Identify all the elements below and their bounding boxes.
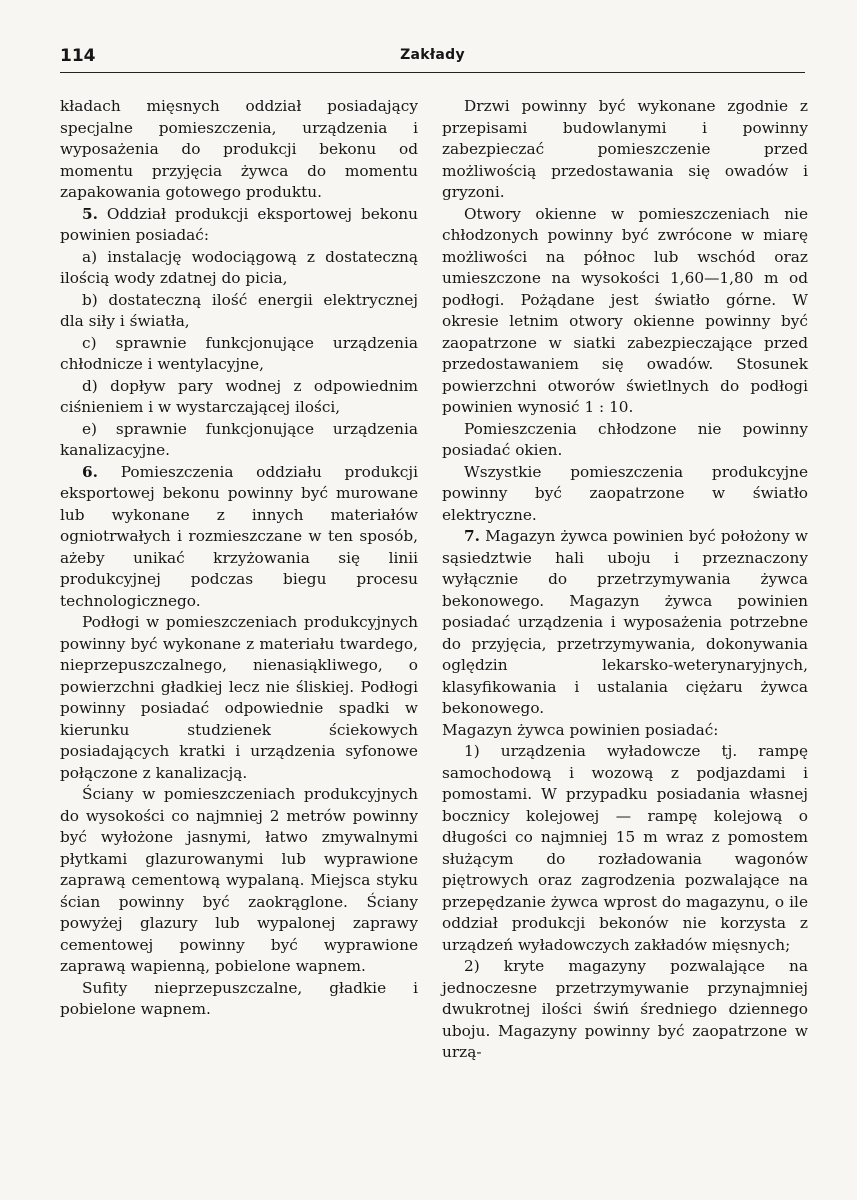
section-number: 5.	[82, 204, 98, 223]
paragraph: Drzwi powinny być wykonane zgodnie z przepisami budowlanymi i powinny zabezpieczać pomieszczenie przed możliwością przedostawania się owadów i gryzoni.	[442, 97, 808, 201]
paragraph: Magazyn żywca powinien posiadać:	[442, 720, 719, 739]
paragraph: Otwory okienne w pomieszczeniach nie chłodzonych powinny być zwrócone w miarę możliwości na północ lub wschód oraz umieszczone na wysokości 1,60—1,80 m od podłogi. Pożądane jest światło górne. W okresie letnim otwory okienne powinny być zaopatrzone w siatki zabezpieczające przed przedostawaniem się owadów. Stosunek powierzchni otworów świetlnych do podłogi powinien wynosić 1 : 10.	[442, 204, 808, 416]
paragraph-text: Oddział produkcji eksportowej bekonu powinien posiadać:	[60, 204, 418, 244]
list-item: 2) kryte magazyny pozwalające na jednoczesne przetrzymywanie przynajmniej dwukrotnej ilości świń średniego dziennego uboju. Magazyny powinny być zaopatrzone w urzą-	[442, 957, 808, 1061]
list-item: a) instalację wodociągową z dostateczną ilością wody zdatnej do picia,	[60, 247, 418, 287]
paragraph: Sufity nieprzepuszczalne, gładkie i pobielone wapnem.	[60, 978, 418, 1018]
paragraph-text: Magazyn żywca powinien być położony w sąsiedztwie hali uboju i przeznaczony wyłącznie do przetrzymywania żywca bekonowego. Magazyn żywca powinien posiadać urządzenia i wyposażenia potrzebne do przyjęcia, przetrzymywania, dokonywania oględzin lekarsko-weterynaryjnych, klasyfikowania i ustalania ciężaru żywca bekonowego.	[442, 527, 808, 717]
paragraph: Ściany w pomieszczeniach produkcyjnych do wysokości co najmniej 2 metrów powinny być wyłożone jasnymi, łatwo zmywalnymi płytkami glazurowanymi lub wyprawione zaprawą cementową wypalaną. Miejsca styku ścian powinny być zaokrąglone. Ściany powyżej glazury lub wypalonej zaprawy cementowej powinny być wyprawione zaprawą wapienną, pobielone wapnem.	[60, 785, 418, 975]
list-item: b) dostateczną ilość energii elektrycznej dla siły i światła,	[60, 290, 418, 330]
list-item: c) sprawnie funkcjonujące urządzenia chłodnicze i wentylacyjne,	[60, 333, 418, 373]
paragraph-text: Pomieszczenia oddziału produkcji eksportowej bekonu powinny być murowane lub wykonane z innych materiałów ogniotrwałych i rozmieszczane w ten sposób, ażeby unikać krzyżowania się linii produkcyjnej podczas biegu procesu technologicznego.	[60, 462, 418, 610]
paragraph: kładach mięsnych oddział posiadający specjalne pomieszczenia, urządzenia i wyposażenia do produkcji bekonu od momentu przyjęcia żywca do momentu zapakowania gotowego produktu.	[60, 97, 418, 201]
left-column	[60, 96, 418, 1021]
running-title: Zakłady	[400, 47, 465, 63]
page-number: 114	[60, 46, 96, 66]
list-item: d) dopływ pary wodnej z odpowiednim ciśnieniem i w wystarczającej ilości,	[60, 376, 418, 416]
page-header	[60, 44, 805, 73]
paragraph-5	[60, 204, 418, 247]
list-item: 1) urządzenia wyładowcze tj. rampę samochodową i wozową z podjazdami i pomostami. W przypadku posiadania własnej bocznicy kolejowej — rampę kolejową o długości co najmniej 15 m wraz z pomostem służącym do rozładowania wagonów piętrowych oraz zagrodzenia pozwalające na przepędzanie żywca wprost do magazynu, o ile oddział produkcji bekonów nie korzysta z urządzeń wyładowczych zakładów mięsnych;	[442, 742, 808, 954]
paragraph: Pomieszczenia chłodzone nie powinny posiadać okien.	[442, 419, 808, 459]
paragraph-7	[442, 526, 808, 720]
section-number: 7.	[464, 527, 480, 545]
paragraph: Wszystkie pomieszczenia produkcyjne powinny być zaopatrzone w światło elektryczne.	[442, 462, 808, 524]
list-item: e) sprawnie funkcjonujące urządzenia kanalizacyjne.	[60, 419, 418, 459]
right-column	[442, 96, 808, 1064]
paragraph: Podłogi w pomieszczeniach produkcyjnych powinny być wykonane z materiału twardego, nieprzepuszczalnego, nienasiąkliwego, o powierzchni gładkiej lecz nie śliskiej. Podłogi powinny posiadać odpowiednie spadki w kierunku studzienek ściekowych posiadających kratki i urządzenia syfonowe połączone z kanalizacją.	[60, 613, 418, 782]
section-number: 6.	[82, 462, 98, 481]
paragraph-6	[60, 462, 418, 613]
